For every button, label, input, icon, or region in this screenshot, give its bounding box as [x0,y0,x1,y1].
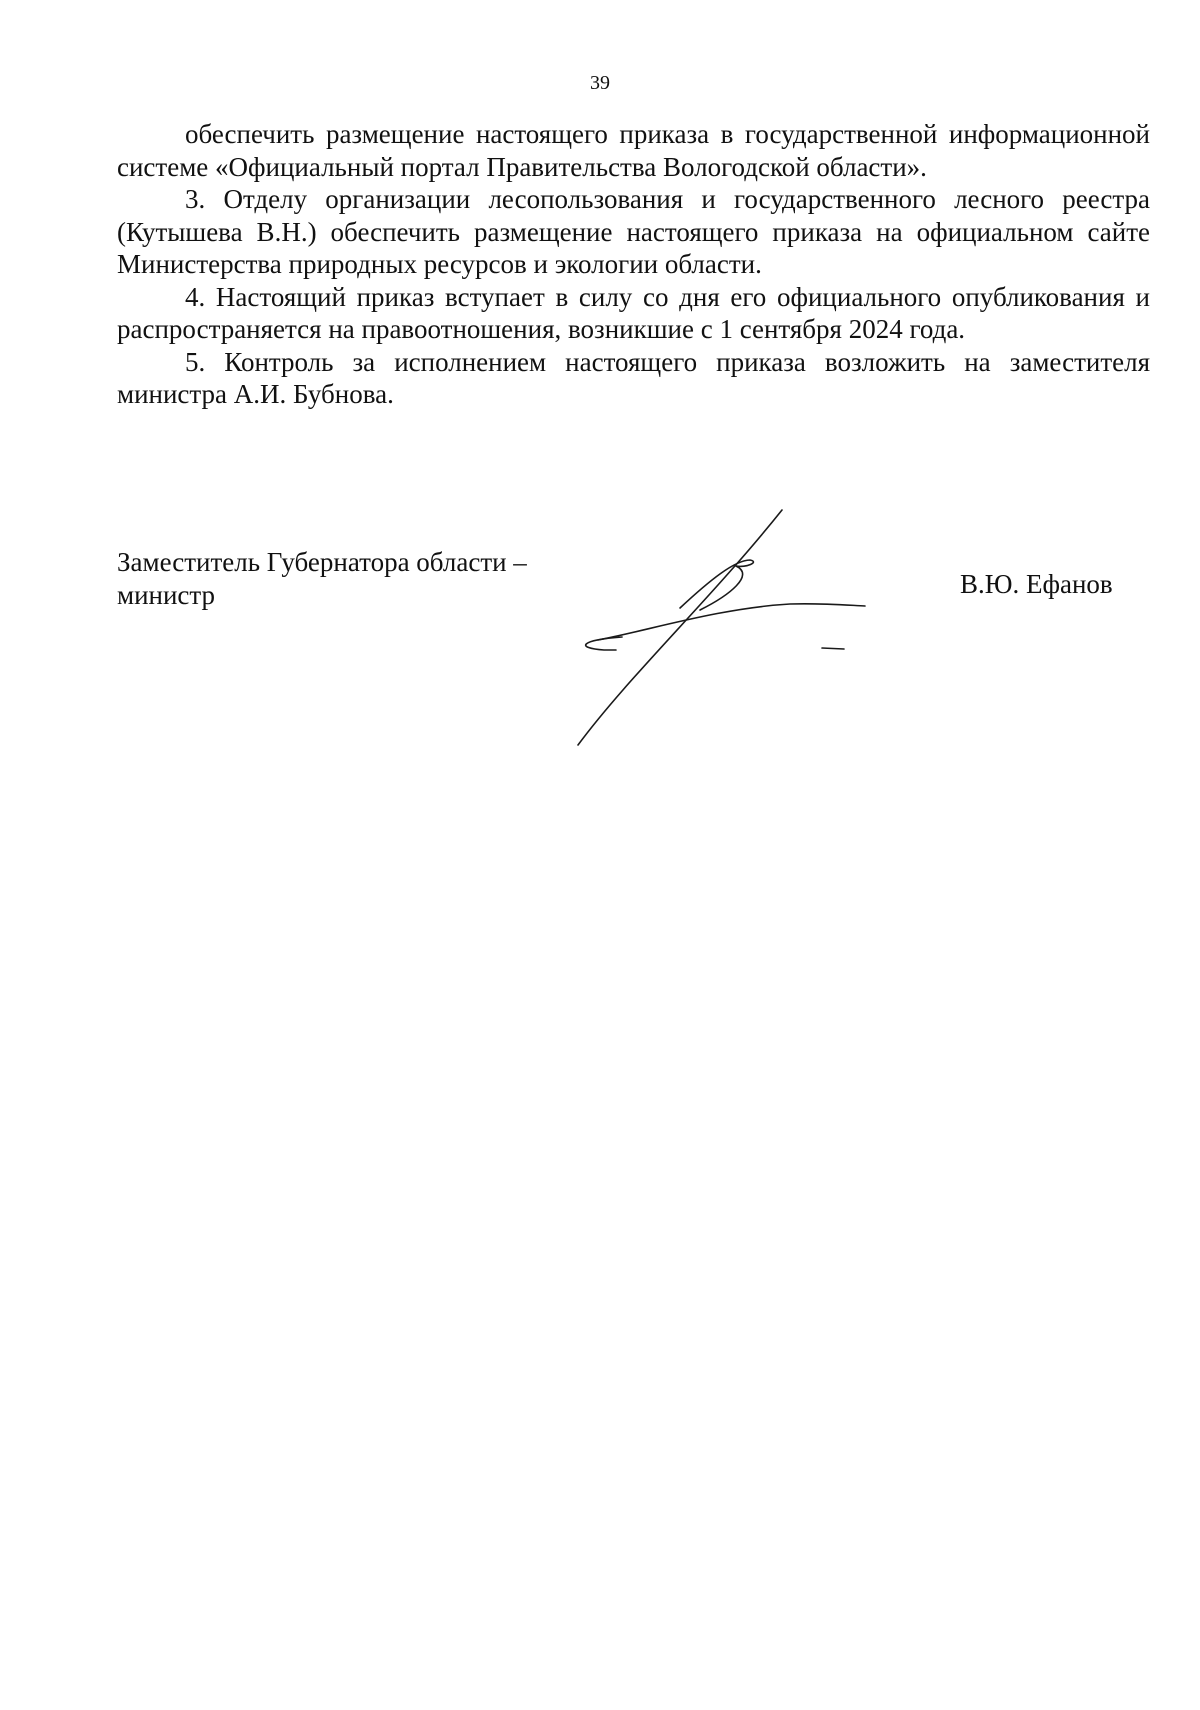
document-body [117,118,1150,411]
handwritten-signature [560,500,920,750]
paragraph-3: 3. Отделу организации лесопользования и государственного лесного реестра (Кутышева В.Н.) обеспечить размещение настоящего приказа на официальном сайте Министерства природных ресурсов и экологии области. [117,184,1150,279]
paragraph-4: 4. Настоящий приказ вступает в силу со дня его официального опубликования и распространяется на правоотношения, возникшие с 1 сентября 2024 года. [117,281,1150,344]
page-number: 39 [590,72,610,94]
signatory-position [117,546,527,611]
paragraph-publication: обеспечить размещение настоящего приказа в государственной информационной системе «Официальный портал Правительства Вологодской области». [117,119,1150,182]
signatory-position-line1: Заместитель Губернатора области – [117,547,527,577]
signatory-name: В.Ю. Ефанов [960,569,1113,599]
paragraph-5: 5. Контроль за исполнением настоящего приказа возложить на заместителя министра А.И. Бубнова. [117,346,1150,409]
signatory-position-line2: министр [117,579,216,610]
